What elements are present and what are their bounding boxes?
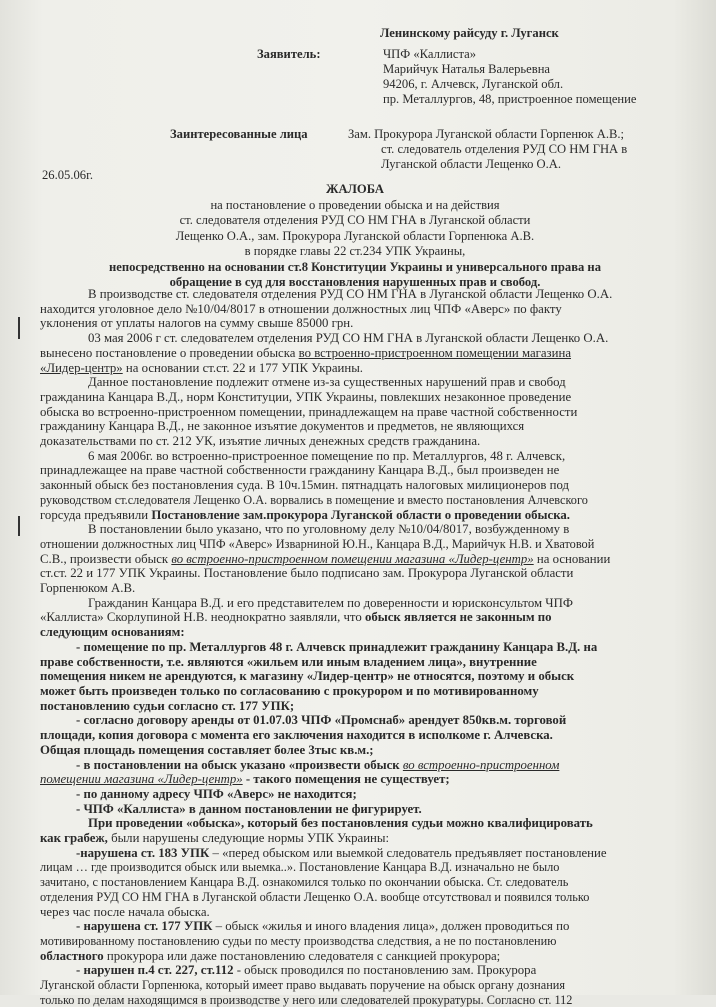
text-line: находится уголовное дело №10/04/8017 в отношении должностных лиц ЧПФ «Аверс» по факту	[40, 301, 562, 316]
text-line: отделения РУД СО НМ ГНА в Луганской области Лещенко О.А. вообще отсутствовал и появился только	[40, 889, 590, 904]
text-line	[40, 846, 670, 861]
text-span: на основании	[533, 551, 611, 566]
text-span: - обыск проводился по постановлению зам. Прокурора	[233, 963, 537, 978]
text-line: лицам … где производится обыск или выемка..». Постановление Канцара В.Д. изначально не было	[40, 860, 560, 875]
text-line: законный обыск без постановления суда. В 10ч.15мин. пятнадцать налоговых милиционеров под	[40, 478, 569, 493]
text-span: были нарушены следующие нормы УПК Украины:	[107, 831, 390, 846]
text-line: принадлежащее на праве частной собственности гражданину Канцара В.Д., был произведен не	[40, 463, 560, 478]
text-line: руководством ст.следователя Лещенко О.А. ворвались в помещение и вместо постановления Алчевского	[40, 492, 588, 507]
text-line: - согласно договору аренды от 01.07.03 ЧПФ «Промснаб» арендует 850кв.м. торговой	[76, 713, 567, 728]
text-span: прокурора или даже постановлению следователя с санкцией прокурора;	[103, 948, 501, 963]
text-line: - помещение по пр. Металлургов 48 г. Алчевск принадлежит гражданину Канцара В.Д. на	[76, 639, 598, 654]
text-line: Данное постановление подлежит отмене из-за существенных нарушений прав и свобод	[88, 375, 566, 390]
text-line: гражданина Канцара В.Д., норм Конституции, УПК Украины, повлекших незаконное проведение	[40, 389, 572, 404]
text-span: вынесено постановление о проведении обыска	[40, 345, 296, 360]
interested-block	[348, 127, 627, 172]
text-span: С.В., произвести обыск	[40, 551, 172, 566]
interested-line: Зам. Прокурора Луганской области Горпенюк А.В.;	[348, 127, 625, 141]
applicant-block	[383, 47, 637, 107]
interested-line: Луганской области Лещенко О.А.	[381, 157, 562, 171]
margin-mark	[18, 516, 20, 536]
interested-line: ст. следователь отделения РУД СО НМ ГНА в	[381, 142, 628, 156]
text-line: ст.ст. 22 и 177 УПК Украины. Постановление было подписано зам. Прокурора Луганской области	[40, 566, 574, 581]
text-span: – обыск «жилья и иного владения лица», должен проводиться по	[212, 919, 570, 934]
text-line	[40, 346, 670, 361]
bold-text: -нарушена ст. 183 УПК	[76, 845, 210, 860]
applicant-line: пр. Металлургов, 48, пристроенное помещение	[383, 92, 637, 106]
underlined-text: «Лидер-центр»	[40, 360, 123, 375]
text-line: только по делам находящимся в производстве у него или следователей прокуратуры. Согласно ст. 112	[40, 992, 573, 1007]
bold-text: - такого помещения не существует;	[242, 772, 450, 787]
text-line: 03 мая 2006 г ст. следователем отделения РУД СО НМ ГНА в Луганской области Лещенко О.А.	[88, 331, 609, 346]
title-line: на постановление о проведении обыска и на действия	[210, 197, 500, 212]
text-line	[40, 949, 670, 964]
text-line: 6 мая 2006г. во встроенно-пристроенное помещение по пр. Металлургов, 48 г. Алчевск,	[88, 448, 566, 463]
bold-text: как грабеж,	[40, 831, 108, 846]
applicant-label: Заявитель:	[257, 47, 321, 61]
bold-text: - в постановлении на обыск указано «произвести обыск	[76, 757, 403, 772]
underlined-text: во встроенно-пристроенном помещении магазина «Лидер-центр»	[171, 551, 534, 566]
text-line: отношении должностных лиц ЧПФ «Аверс» Изварниной Ю.Н., Канцара В.Д., Марийчук Н.В. и Хватовой	[40, 536, 595, 551]
applicant-line: ЧПФ «Каллиста»	[383, 47, 477, 61]
text-line: При проведении «обыска», который без постановления судьи можно квалифицировать	[88, 816, 593, 831]
interested-label: Заинтересованные лица	[170, 127, 308, 141]
addressee: Ленинскому райсуду г. Луганск	[380, 26, 559, 40]
text-line: уклонения от уплаты налогов на сумму свыше 85000 грн.	[40, 316, 354, 331]
text-line: доказательствами по ст. 212 УК, изъятие личных денежных средств гражданина.	[40, 434, 481, 449]
text-line: зачитано, с постановлением Канцара В.Д. ознакомился только по окончании обыска. Ст. следователь	[40, 875, 569, 890]
text-line: - ЧПФ «Каллиста» в данном постановлении не фигурирует.	[76, 801, 422, 816]
bold-text: обыск является не законным по	[364, 610, 552, 625]
text-line: через час после начала обыска.	[40, 904, 210, 919]
text-line	[40, 919, 670, 934]
document-date: 26.05.06г.	[42, 168, 93, 182]
title-bold-line: непосредственно на основании ст.8 Конституции Украины и универсального права на	[108, 259, 601, 274]
text-line	[40, 552, 670, 567]
text-line	[40, 361, 670, 376]
title-block	[40, 182, 670, 291]
applicant-line: 94206, г. Алчевск, Луганской обл.	[383, 77, 564, 91]
text-span: горсуда предъявили	[40, 507, 152, 522]
title-line: ст. следователя отделения РУД СО НМ ГНА в Луганской области	[179, 213, 531, 227]
text-line	[40, 831, 670, 846]
text-span: на основании ст.ст. 22 и 177 УПК Украины.	[122, 360, 363, 375]
title-line: в порядке главы 22 ст.234 УПК Украины,	[244, 244, 466, 258]
text-line: Гражданин Канцара В.Д. и его представителем по доверенности и юрисконсультом ЧПФ	[88, 595, 573, 610]
margin-mark	[18, 317, 20, 339]
text-line	[40, 963, 670, 978]
text-line: следующим основаниям:	[40, 625, 185, 640]
text-line: помещения никем не арендуются, к магазину «Лидер-центр» не относятся, поэтому и обыск	[40, 669, 575, 684]
text-line: гражданину Канцара В.Д., не законное изъятие документов и предметов, не являющихся	[40, 419, 525, 434]
text-line: Горпенюком А.В.	[40, 581, 136, 596]
underlined-text: во встроенно-пристроенном помещении магазина	[298, 345, 571, 360]
text-line: площади, копия договора с момента его заключения находится в исполкоме г. Алчевска.	[40, 728, 553, 743]
text-line: праве собственности, т.е. являются «жильем или иным владением лица», внутренние	[40, 654, 537, 669]
document-title: ЖАЛОБА	[326, 182, 384, 196]
bold-text: - нарушен п.4 ст. 227, ст.112	[76, 963, 234, 978]
bold-text: - нарушена ст. 177 УПК	[76, 919, 213, 934]
title-line: Лещенко О.А., зам. Прокурора Луганской области Горпенюка А.В.	[175, 228, 535, 243]
applicant-line: Марийчук Наталья Валерьевна	[383, 62, 551, 76]
text-line: Общая площадь помещения составляет более 3тыс кв.м.;	[40, 742, 374, 757]
text-line: мотивированному постановлению судьи по месту производства следствия, а не по постановлению	[40, 933, 557, 948]
text-line: В постановлении было указано, что по уголовному делу №10/04/8017, возбужденному в	[88, 522, 570, 537]
bold-text: областного	[40, 948, 104, 963]
text-line: может быть произведен только по согласованию с прокурором и по мотивированному	[40, 683, 539, 698]
text-span: «Каллиста» Скорлупиной Н.В. неоднократно заявляли, что	[40, 610, 365, 625]
underlined-text: во встроенно-пристроенном	[402, 757, 560, 772]
text-line	[40, 610, 670, 625]
text-line: - по данному адресу ЧПФ «Аверс» не находится;	[76, 786, 357, 801]
text-line	[40, 508, 670, 523]
bold-text: Постановление зам.прокурора Луганской области о проведении обыска.	[151, 507, 571, 522]
text-span: – «перед обыском или выемкой следователь предъявляет постановление	[209, 845, 607, 860]
underlined-text: помещении магазина «Лидер-центр»	[40, 772, 243, 787]
text-line	[40, 758, 670, 773]
title-bold-line: обращение в суд для восстановления нарушенных прав и свобод.	[169, 275, 541, 289]
text-line: обыска во встроенно-пристроенном помещении, принадлежащем на праве частной собственности	[40, 404, 578, 419]
complaint-body	[40, 287, 670, 1007]
text-line: В производстве ст. следователя отделения РУД СО НМ ГНА в Луганской области Лещенко О.А.	[88, 287, 613, 301]
text-line: постановлению судьи согласно ст. 177 УПК;	[40, 698, 295, 713]
text-line	[40, 772, 670, 787]
text-line: Луганской области Горпенюка, который имеет право выдавать поручение на обыск органу дознания	[40, 978, 566, 993]
